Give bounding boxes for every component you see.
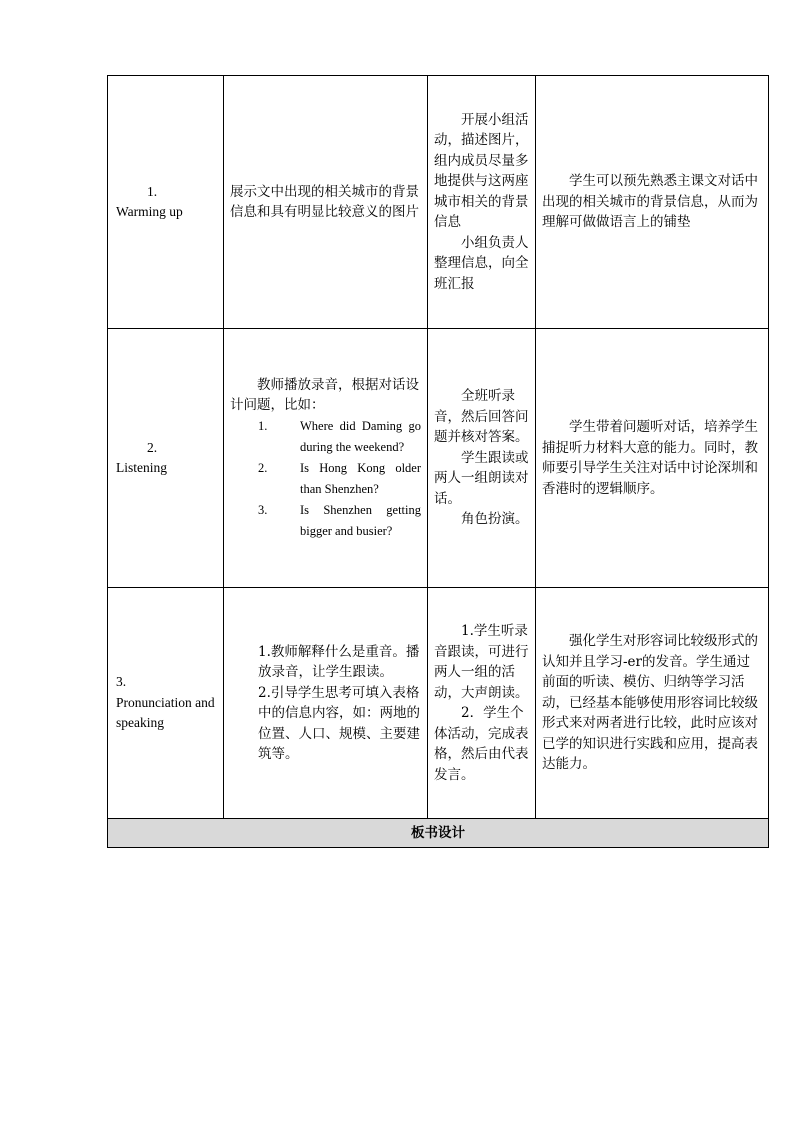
student-activity-cell: [428, 588, 536, 819]
teacher-activity-cell: [224, 588, 428, 819]
table-row: [108, 76, 769, 329]
student-activity-cell: [428, 329, 536, 588]
step-number: 2.: [147, 439, 158, 455]
step-name: Warming up: [116, 204, 183, 219]
table-row: [108, 329, 769, 588]
student-activity-text: 小组负责人整理信息，向全班汇报: [434, 234, 529, 292]
step-number: 1.: [147, 183, 158, 199]
student-activity-text: 角色扮演。: [461, 511, 529, 528]
step-name: Listening: [116, 460, 167, 475]
list-item: 2. Is Hong Kong older than Shenzhen?: [258, 460, 421, 496]
question-list: [230, 416, 421, 542]
student-activity-text: 学生跟读或两人一组朗读对话。: [434, 449, 529, 507]
step-cell: [108, 329, 224, 588]
teacher-activity-text: 教师播放录音，根据对话设计问题，比如：: [230, 376, 419, 413]
student-activity-text: 2．学生个体活动，完成表格，然后由代表发言。: [434, 705, 529, 783]
board-design-heading: 板书设计: [108, 819, 769, 848]
student-activity-text: 开展小组活动，描述图片，组内成员尽量多地提供与这两座城市相关的背景信息: [434, 111, 529, 231]
student-activity-text: 全班听录音，然后回答问题并核对答案。: [434, 388, 529, 446]
step-number: 3.: [116, 674, 127, 690]
list-item: 3. Is Shenzhen getting bigger and busier?: [258, 502, 421, 538]
teacher-activity-text: 2.引导学生思考可填入表格中的信息内容，如：两地的位置、人口、规模、主要建筑等。: [258, 684, 420, 762]
purpose-text: 学生带着问题听对话，培养学生捕捉听力材料大意的能力。同时，教师要引导学生关注对话中讨论深圳和香港时的逻辑顺序。: [542, 419, 758, 497]
step-cell: [108, 76, 224, 329]
step-cell: [108, 588, 224, 819]
purpose-text: 强化学生对形容词比较级形式的认知并且学习-er的发音。学生通过前面的听读、模仿、归纳等学习活动，已经基本能够使用形容词比较级形式来对两者进行比较，此时应该对已学的知识进行实践和应用，提高表达能力。: [542, 633, 758, 773]
purpose-cell: [536, 76, 769, 329]
purpose-cell: [536, 329, 769, 588]
teacher-activity-text: 展示文中出现的相关城市的背景信息和具有明显比较意义的图片: [230, 183, 419, 220]
lesson-plan-table: [107, 75, 769, 848]
student-activity-cell: [428, 76, 536, 329]
list-item: 1. Where did Daming go during the weekend?: [258, 418, 421, 454]
teacher-activity-text: 1.教师解释什么是重音。播放录音，让学生跟读。: [258, 643, 420, 680]
table-row: [108, 588, 769, 819]
teacher-activity-cell: [224, 329, 428, 588]
table-row: [108, 819, 769, 848]
step-name: Pronunciation and speaking: [116, 694, 215, 731]
teacher-activity-cell: [224, 76, 428, 329]
purpose-cell: [536, 588, 769, 819]
student-activity-text: 1.学生听录音跟读，可进行两人一组的活动，大声朗读。: [434, 623, 529, 701]
purpose-text: 学生可以预先熟悉主课文对话中出现的相关城市的背景信息，从而为理解可做做语言上的铺垫: [542, 173, 758, 231]
